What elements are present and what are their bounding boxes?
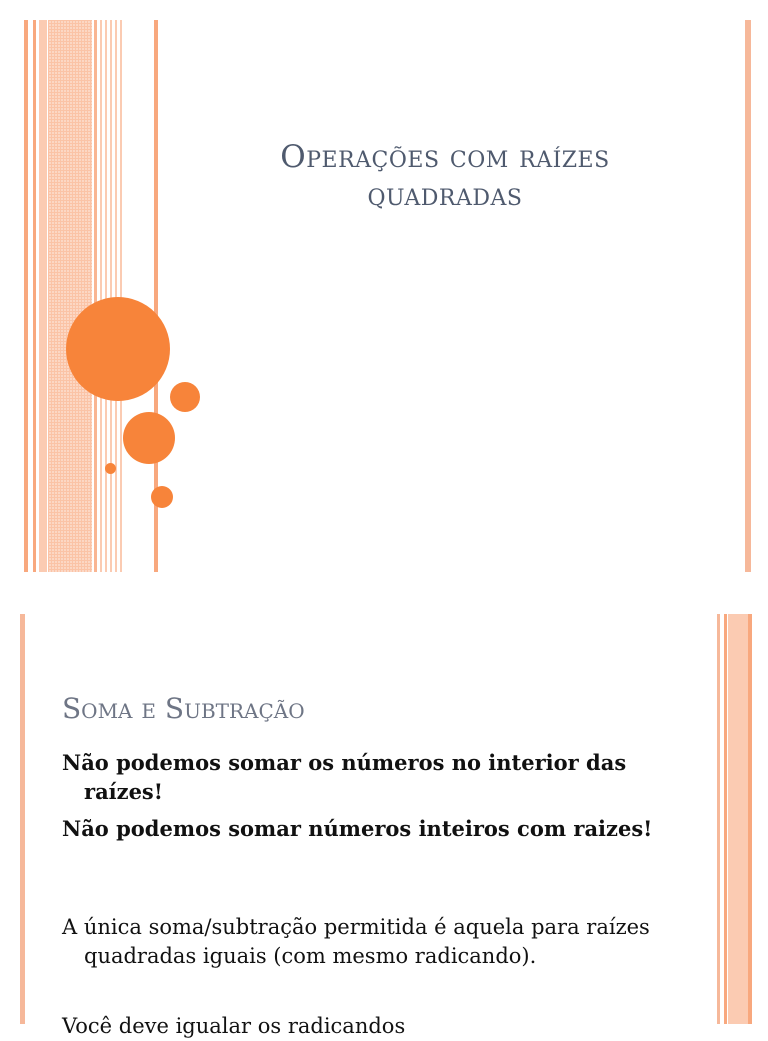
right-border-line xyxy=(745,20,751,572)
slide-title-text: Operações com raízes quadradas xyxy=(280,139,610,213)
paragraph-rule-1: Não podemos somar os números no interior das raízes! xyxy=(62,750,627,804)
decorative-stripe-band-right xyxy=(717,614,752,1024)
left-border-line xyxy=(20,614,25,1024)
slide-soma-subtracao xyxy=(0,614,768,1038)
small-circle-decoration-2 xyxy=(151,486,173,508)
paragraph-explanation: A única soma/subtração permitida é aquela para raízes quadradas iguais (com mesmo radicando). xyxy=(62,915,650,968)
decorative-stripe-band xyxy=(24,20,158,572)
large-circle-decoration xyxy=(66,297,170,401)
tiny-circle-decoration xyxy=(105,463,116,474)
section-heading: Soma e Subtração xyxy=(62,692,305,725)
medium-circle-decoration xyxy=(123,412,175,464)
paragraph-rule-2: Não podemos somar números inteiros com raizes! xyxy=(62,816,653,841)
paragraph-cutoff: Você deve igualar os radicandos xyxy=(62,1014,406,1038)
small-circle-decoration xyxy=(170,382,200,412)
